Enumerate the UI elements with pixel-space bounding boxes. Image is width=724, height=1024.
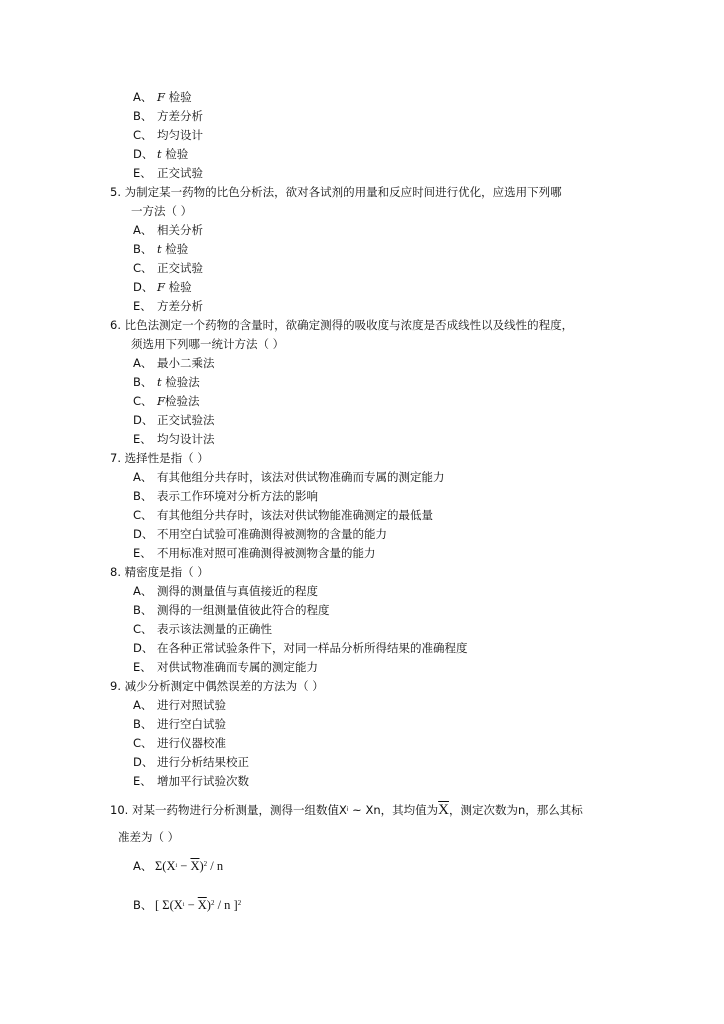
q5-option-e: E、 方差分析 [133, 299, 203, 313]
q5-option-b: B、 t 检验 [133, 242, 189, 256]
q10-option-b: B、 [ $\Sigma(Xi - \overline{X})^2 / n$ ]$^2$ [133, 898, 242, 912]
formula-b: [ $\Sigma(Xi - \overline{X})^2 / n$ ]$^2$ [155, 898, 242, 912]
q6-option-e: E、 均匀设计法 [133, 432, 215, 446]
q4-option-d: D、 t 检验 [133, 147, 189, 161]
q7-option-a: A、 有其他组分共存时，该法对供试物准确而专属的测定能力 [133, 470, 445, 484]
q10-stem: 10. 对某一药物进行分析测量，测得一组数值Xi ~ Xn，其均值为$\overline{X}$，测定次数为n，那么其标 [110, 802, 583, 818]
q6-stem: 6. 比色法测定一个药物的含量时，欲确定测得的吸收度与浓度是否成线性以及线性的程度， [110, 318, 574, 332]
formula-a: $\Sigma(Xi - \overline{X})^2 / n$ [155, 859, 224, 873]
q10-stem-cont: 准差为（ ） [118, 830, 180, 844]
q7-option-c: C、 有其他组分共存时，该法对供试物能准确测定的最低量 [133, 508, 433, 522]
q5-option-d: D、 F 检验 [133, 280, 192, 294]
q6-option-a: A、 最小二乘法 [133, 356, 215, 370]
q9-option-d: D、 进行分析结果校正 [133, 755, 249, 769]
q9-stem: 9. 减少分析测定中偶然误差的方法为（ ） [110, 679, 324, 693]
q9-option-a: A、 进行对照试验 [133, 698, 226, 712]
q8-option-c: C、 表示该法测量的正确性 [133, 622, 272, 636]
q6-stem-cont: 须选用下列哪一统计方法（ ） [131, 337, 285, 351]
q8-option-b: B、 测得的一组测量值彼此符合的程度 [133, 603, 330, 617]
q4-option-e: E、 正交试验 [133, 166, 203, 180]
q6-option-b: B、 t 检验法 [133, 375, 200, 389]
q8-option-d: D、 在各种正常试验条件下，对同一样品分析所得结果的准确程度 [133, 641, 468, 655]
q5-option-c: C、 正交试验 [133, 261, 203, 275]
q6-option-d: D、 正交试验法 [133, 413, 215, 427]
q10-option-a: A、 $\Sigma(Xi - \overline{X})^2 / n$ [133, 859, 224, 873]
q4-option-c: C、 均匀设计 [133, 128, 203, 142]
q9-option-b: B、 进行空白试验 [133, 717, 226, 731]
q8-option-a: A、 测得的测量值与真值接近的程度 [133, 584, 318, 598]
q5-stem: 5. 为制定某一药物的比色分析法，欲对各试剂的用量和反应时间进行优化，应选用下列哪 [110, 185, 562, 199]
q7-option-b: B、 表示工作环境对分析方法的影响 [133, 489, 318, 503]
q5-stem-cont: 一方法（ ） [131, 204, 193, 218]
q9-option-c: C、 进行仪器校准 [133, 736, 226, 750]
q9-option-e: E、 增加平行试验次数 [133, 774, 249, 788]
q7-stem: 7. 选择性是指（ ） [110, 451, 209, 465]
q6-option-c: C、 F检验法 [133, 394, 200, 408]
q5-option-a: A、 相关分析 [133, 223, 203, 237]
q4-option-a: A、 F 检验 [133, 90, 192, 104]
q8-option-e: E、 对供试物准确而专属的测定能力 [133, 660, 318, 674]
q4-option-b: B、 方差分析 [133, 109, 203, 123]
q7-option-d: D、 不用空白试验可准确测得被测物的含量的能力 [133, 527, 387, 541]
q8-stem: 8. 精密度是指（ ） [110, 565, 209, 579]
x-bar-symbol: $\overline{X}$ [438, 802, 449, 818]
q7-option-e: E、 不用标准对照可准确测得被测物含量的能力 [133, 546, 376, 560]
